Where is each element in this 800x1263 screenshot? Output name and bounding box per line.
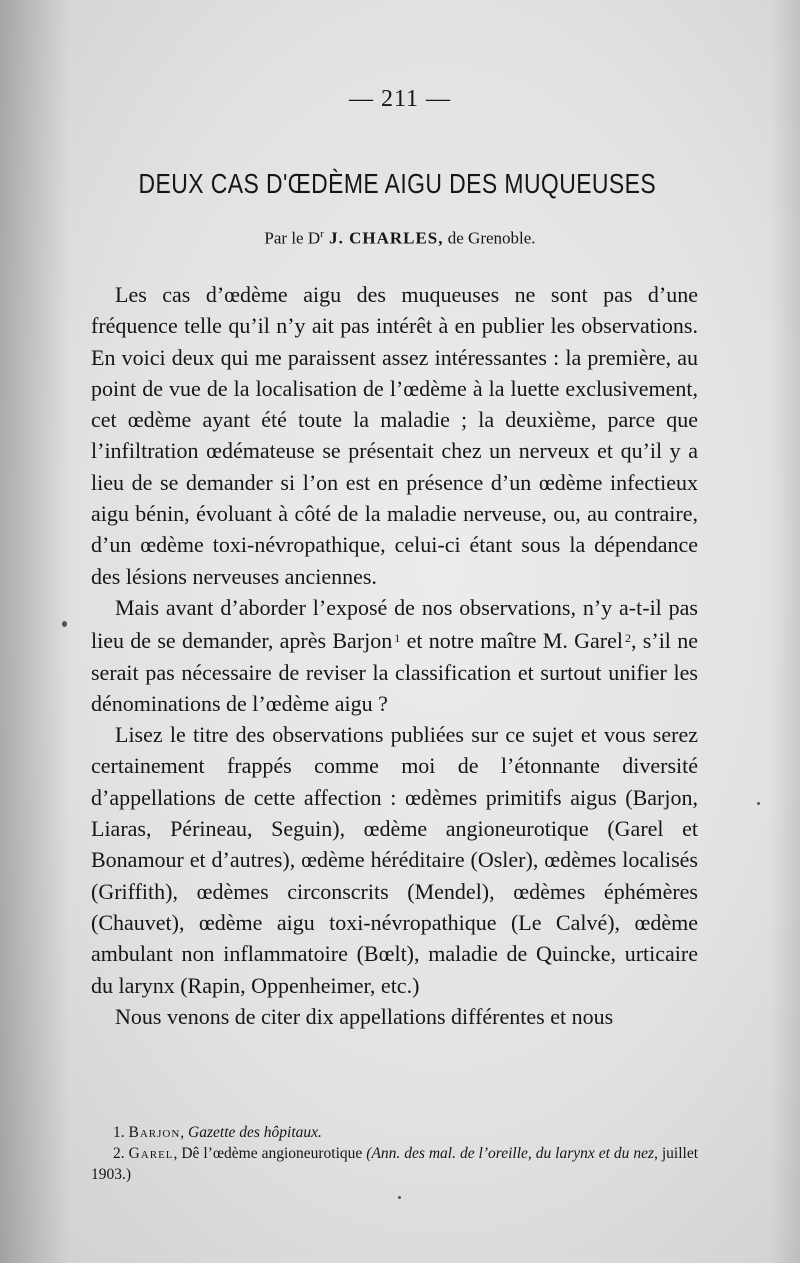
footnote-1-number: 1. xyxy=(113,1124,125,1141)
paragraph-1: Les cas d’œdème aigu des muqueuses ne sont pas d’une fréquence telle qu’il n’y ait pas intérêt à en publier les observations. En voici deux qui me paraissent assez intéressantes : la première, au point de vue de la localisation de l’œdème à la luette exclusivement, cet œdème ayant été toute la maladie ; la deuxième, parce que l’infiltration œdémateuse se présentait chez un nerveux et qu’il y a lieu de se demander si l’on est en présence d’un œdème infectieux aigu bénin, évoluant à côté de la maladie nerveuse, ou, au contraire, d’un œdème toxi-névropathique, celui-ci étant sous la dépendance des lésions nerveuses anciennes. xyxy=(91,282,698,589)
footnote-2-title: Dê l’œdème angioneurotique xyxy=(181,1145,363,1162)
author-name: J. CHARLES, xyxy=(323,228,444,248)
author-location: de Grenoble. xyxy=(443,228,536,248)
footnote-1-author: Barjon xyxy=(128,1124,181,1141)
footnote-1-source: Gazette des hôpitaux. xyxy=(188,1124,322,1141)
byline xyxy=(0,228,800,249)
footnote-2-author: Garel xyxy=(128,1145,174,1162)
footnote-2-number: 2. xyxy=(113,1145,125,1162)
footnote-2: 2. Garel, Dê l’œdème angioneurotique (Ann. des mal. de l’oreille, du larynx et du nez, juillet 1903.) xyxy=(91,1145,699,1183)
footnotes xyxy=(91,1122,698,1185)
page-gutter-shadow xyxy=(0,0,70,1263)
print-speck xyxy=(398,1196,401,1199)
page-edge-shadow xyxy=(770,0,800,1263)
footnote-ref-1: 1 xyxy=(394,631,401,646)
print-speck xyxy=(62,621,67,627)
article-title: DEUX CAS D'ŒDÈME AIGU DES MUQUEUSES xyxy=(138,168,657,199)
paragraph-2-part-b: et notre maître M. Garel xyxy=(400,628,623,654)
paragraph-2-part-a: Mais avant d’aborder l’exposé de nos observations, n’y a-t-il pas lieu de se demander, après Barjon xyxy=(91,594,698,654)
article-body xyxy=(91,279,698,1032)
page-number: — 211 — xyxy=(348,86,452,112)
print-speck xyxy=(757,802,760,805)
byline-prefix-sup: r xyxy=(320,228,324,240)
paragraph-3: Lisez le titre des observations publiées sur ce sujet et vous serez certainement frappés comme moi de l’étonnante diversité d’appellations de cette affection : œdèmes primitifs aigus (Barjon, Liaras, Périneau, Seguin), œdème angioneurotique (Garel et Bonamour et d’autres), œdème héréditaire (Osler), œdèmes localisés (Griffith), œdèmes circonscrits (Mendel), œdèmes éphémères (Chauvet), œdème aigu toxi-névropathique (Le Calvé), œdème ambulant non inflammatoire (Bœlt), maladie de Quincke, urticaire du larynx (Rapin, Oppenheimer, etc.) xyxy=(91,722,698,998)
footnote-2-date: juillet 1903.) xyxy=(91,1145,699,1183)
paragraph-2 xyxy=(91,592,698,719)
footnote-ref-2: 2 xyxy=(625,631,631,646)
paragraph-2-part-c: , s’il ne serait pas nécessaire de reviser la classification et surtout unifier les dénominations de l’œdème aigu ? xyxy=(91,628,698,716)
footnote-2-source: (Ann. des mal. de l’oreille, du larynx et du nez, xyxy=(366,1145,658,1162)
byline-prefix: Par le D xyxy=(264,228,321,248)
paragraph-4: Nous venons de citer dix appellations différentes et nous xyxy=(115,1003,614,1029)
footnote-1: 1. Barjon, Gazette des hôpitaux. xyxy=(113,1124,322,1141)
